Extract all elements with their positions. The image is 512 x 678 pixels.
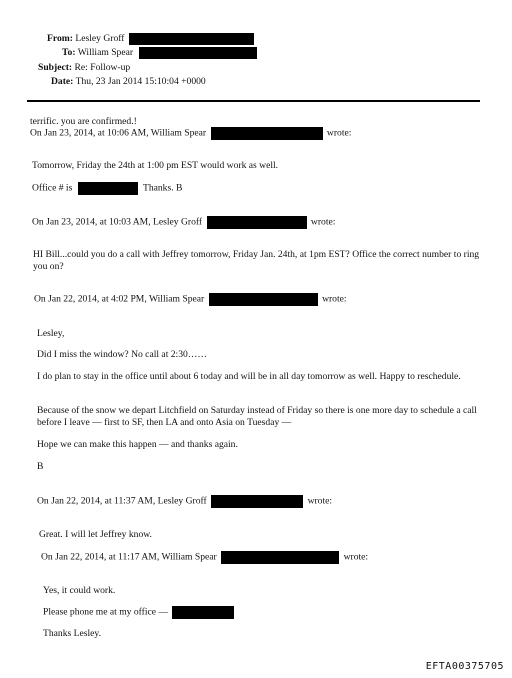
redaction-box xyxy=(78,182,138,195)
reply-text: terrific. you are confirmed.! xyxy=(30,116,137,127)
to-value: William Spear xyxy=(77,47,134,59)
redaction-box xyxy=(211,127,323,140)
subject-row xyxy=(38,62,130,74)
from-value: Lesley Groff xyxy=(75,33,125,45)
quote-attribution: On Jan 23, 2014, at 10:03 AM, Lesley Groff xyxy=(32,216,203,228)
greeting: Lesley, xyxy=(37,328,65,339)
date-row xyxy=(51,76,206,88)
date-value: Thu, 23 Jan 2014 15:10:04 +0000 xyxy=(75,76,206,87)
message-line: Thanks Lesley. xyxy=(43,628,101,639)
quote-attribution: On Jan 22, 2014, at 11:37 AM, Lesley Groff xyxy=(37,495,207,507)
office-label: Office # is xyxy=(32,182,73,194)
quote-wrote: wrote: xyxy=(307,495,333,507)
quote-header-4 xyxy=(37,495,332,508)
quote-wrote: wrote: xyxy=(326,127,352,139)
message-paragraph: Because of the snow we depart Litchfield on Saturday instead of Friday so there is one more day to schedule a call before I leave — first to SF, then LA and onto Asia on Tuesday — xyxy=(37,405,477,428)
redaction-box xyxy=(172,606,234,619)
office-phone-line xyxy=(43,606,234,619)
redaction-box xyxy=(207,216,307,229)
subject-value: Re: Follow-up xyxy=(74,62,131,73)
quote-wrote: wrote: xyxy=(343,551,369,563)
quote-attribution: On Jan 23, 2014, at 10:06 AM, William Spear xyxy=(30,127,207,139)
message-line: Tomorrow, Friday the 24th at 1:00 pm EST would work as well. xyxy=(32,160,279,171)
message-paragraph: I do plan to stay in the office until about 6 today and will be in all day tomorrow as well. Happy to reschedule. xyxy=(37,371,461,382)
quote-wrote: wrote: xyxy=(310,216,336,228)
quote-attribution: On Jan 22, 2014, at 4:02 PM, William Spear xyxy=(34,293,205,305)
message-line: Please phone me at my office — xyxy=(43,606,169,618)
quote-header-3 xyxy=(34,293,347,306)
bates-stamp: EFTA00375705 xyxy=(425,661,504,672)
message-line: Yes, it could work. xyxy=(43,585,116,596)
quote-attribution: On Jan 22, 2014, at 11:17 AM, William Spear xyxy=(41,551,217,563)
quote-header-1 xyxy=(30,127,351,140)
to-row xyxy=(62,47,257,59)
to-label: To: xyxy=(62,47,76,59)
redaction-box xyxy=(211,495,303,508)
from-label: From: xyxy=(47,33,73,45)
header-divider xyxy=(27,100,480,102)
redaction-box xyxy=(221,551,339,564)
message-line: Did I miss the window? No call at 2:30…… xyxy=(37,349,207,360)
signature: B xyxy=(37,461,44,472)
quote-header-2 xyxy=(32,216,335,229)
redaction-box xyxy=(139,47,257,59)
message-paragraph: HI Bill...could you do a call with Jeffrey tomorrow, Friday Jan. 24th, at 1pm EST? Office the correct number to ring you on? xyxy=(33,249,480,272)
office-thanks: Thanks. B xyxy=(142,182,183,194)
subject-label: Subject: xyxy=(38,62,73,73)
message-line: Great. I will let Jeffrey know. xyxy=(39,529,152,540)
date-label: Date: xyxy=(51,76,74,87)
message-line: Hope we can make this happen — and thanks again. xyxy=(37,439,238,450)
office-line xyxy=(32,182,182,195)
redaction-box xyxy=(129,33,254,45)
from-row xyxy=(47,33,254,45)
quote-header-5 xyxy=(41,551,368,564)
redaction-box xyxy=(209,293,318,306)
quote-wrote: wrote: xyxy=(322,293,347,305)
